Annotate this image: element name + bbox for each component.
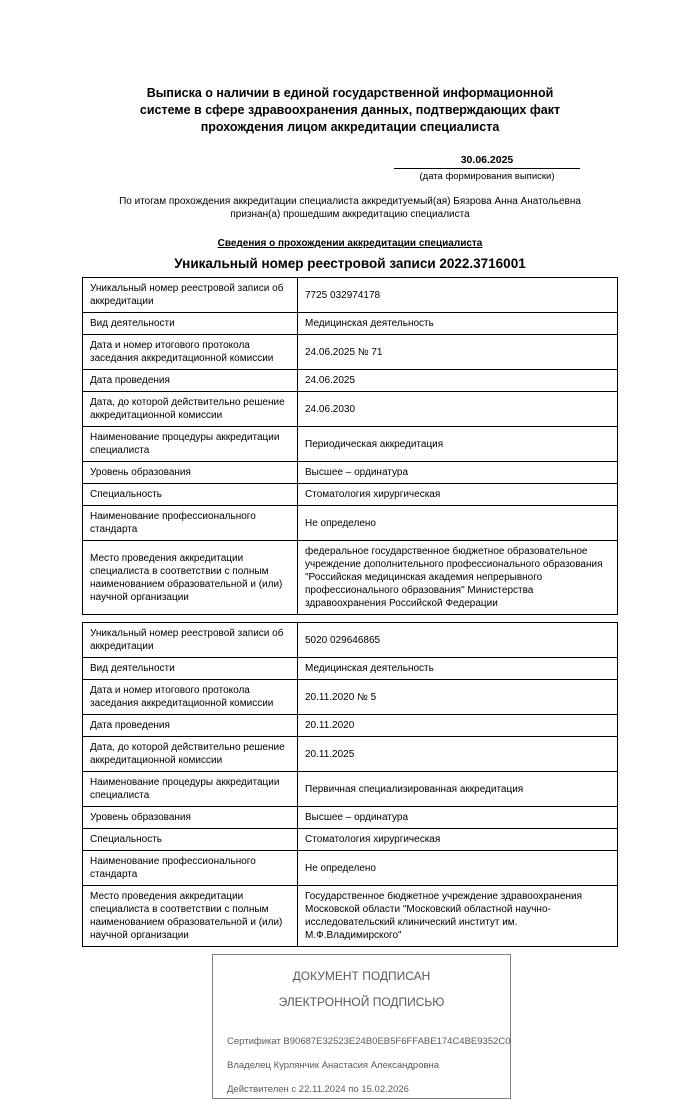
field-label: Наименование процедуры аккредитации специалиста [83,772,298,807]
field-label: Уникальный номер реестровой записи об аккредитации [83,278,298,313]
table-row [83,680,618,715]
field-value: 24.06.2025 [298,370,618,392]
signature-title-line2: ЭЛЕКТРОННОЙ ПОДПИСЬЮ [278,995,445,1009]
field-value: Стоматология хирургическая [298,484,618,506]
table-row [83,335,618,370]
field-label: Дата и номер итогового протокола заседания аккредитационной комиссии [83,680,298,715]
field-value: Высшее – ординатура [298,462,618,484]
field-label: Дата, до которой действительно решение аккредитационной комиссии [83,392,298,427]
table-row [83,427,618,462]
field-label: Наименование профессионального стандарта [83,506,298,541]
field-value: 20.11.2020 [298,715,618,737]
field-label: Уровень образования [83,462,298,484]
intro-line: признан(а) прошедшим аккредитацию специалиста [230,209,470,220]
table-row [83,737,618,772]
accreditation-table-2 [82,622,618,947]
document-title-line: прохождения лицом аккредитации специалиста [200,120,500,134]
issue-date-caption: (дата формирования выписки) [419,171,555,182]
field-value: Медицинская деятельность [298,313,618,335]
signature-owner: Владелец Курлянчик Анастасия Александровна [227,1060,440,1071]
table-row [83,886,618,947]
field-value: Стоматология хирургическая [298,829,618,851]
signature-title-line1: ДОКУМЕНТ ПОДПИСАН [292,969,431,983]
field-value: 24.06.2025 № 71 [298,335,618,370]
section-heading: Сведения о прохождении аккредитации специалиста [217,238,483,249]
document-title [115,85,585,136]
field-label: Наименование профессионального стандарта [83,851,298,886]
field-value: Периодическая аккредитация [298,427,618,462]
signature-validity: Действителен с 22.11.2024 по 15.02.2026 [227,1084,409,1095]
field-value: 5020 029646865 [298,623,618,658]
registry-number-heading: Уникальный номер реестровой записи 2022.3716001 [174,256,526,271]
table-row [83,370,618,392]
field-label: Уровень образования [83,807,298,829]
document-title-line: Выписка о наличии в единой государственной информационной [146,86,554,100]
field-value: 20.11.2020 № 5 [298,680,618,715]
table-row [83,484,618,506]
table-row [83,658,618,680]
issue-date: 30.06.2025 [394,154,580,169]
signature-box [212,954,511,1099]
document-title-line: системе в сфере здравоохранения данных, подтверждающих факт [139,103,561,117]
table-row [83,541,618,615]
field-label: Уникальный номер реестровой записи об аккредитации [83,623,298,658]
field-label: Вид деятельности [83,658,298,680]
field-value: Первичная специализированная аккредитация [298,772,618,807]
table-row [83,715,618,737]
table-row [83,462,618,484]
field-value: 7725 032974178 [298,278,618,313]
field-value: Не определено [298,506,618,541]
field-label: Дата проведения [83,370,298,392]
field-label: Специальность [83,829,298,851]
table-row [83,851,618,886]
field-label: Дата проведения [83,715,298,737]
signature-certificate: Сертификат B90687E32523E24B0EB5F6FFABE174C4BE9352C0 [227,1036,511,1047]
table-row [83,829,618,851]
field-value: федеральное государственное бюджетное образовательное учреждение дополнительного профессионального образования "Российская медицинская академия непрерывного профессионального образования" Министерства здравоохранения Российской Федерации [298,541,618,615]
table-row [83,772,618,807]
field-label: Специальность [83,484,298,506]
field-value: Медицинская деятельность [298,658,618,680]
field-value: Государственное бюджетное учреждение здравоохранения Московской области "Московский областной научно- исследовательский клинический институт им. М.Ф.Владимирского" [298,886,618,947]
table-row [83,807,618,829]
field-label: Место проведения аккредитации специалиста в соответствии с полным наименованием образовательной и (или) научной организации [83,541,298,615]
field-value: Не определено [298,851,618,886]
table-row [83,278,618,313]
field-label: Место проведения аккредитации специалиста в соответствии с полным наименованием образовательной и (или) научной организации [83,886,298,947]
table-row [83,313,618,335]
intro-paragraph [0,195,700,221]
accreditation-table-1 [82,277,618,615]
field-label: Вид деятельности [83,313,298,335]
table-row [83,623,618,658]
document-page [0,85,700,1095]
intro-line: По итогам прохождения аккредитации специалиста аккредитуемый(ая) Бязрова Анна Анатольевна [119,196,581,207]
issue-date-block [394,154,580,182]
field-label: Дата и номер итогового протокола заседания аккредитационной комиссии [83,335,298,370]
table-row [83,392,618,427]
table-row [83,506,618,541]
field-label: Наименование процедуры аккредитации специалиста [83,427,298,462]
field-value: 24.06.2030 [298,392,618,427]
field-label: Дата, до которой действительно решение аккредитационной комиссии [83,737,298,772]
field-value: Высшее – ординатура [298,807,618,829]
field-value: 20.11.2025 [298,737,618,772]
